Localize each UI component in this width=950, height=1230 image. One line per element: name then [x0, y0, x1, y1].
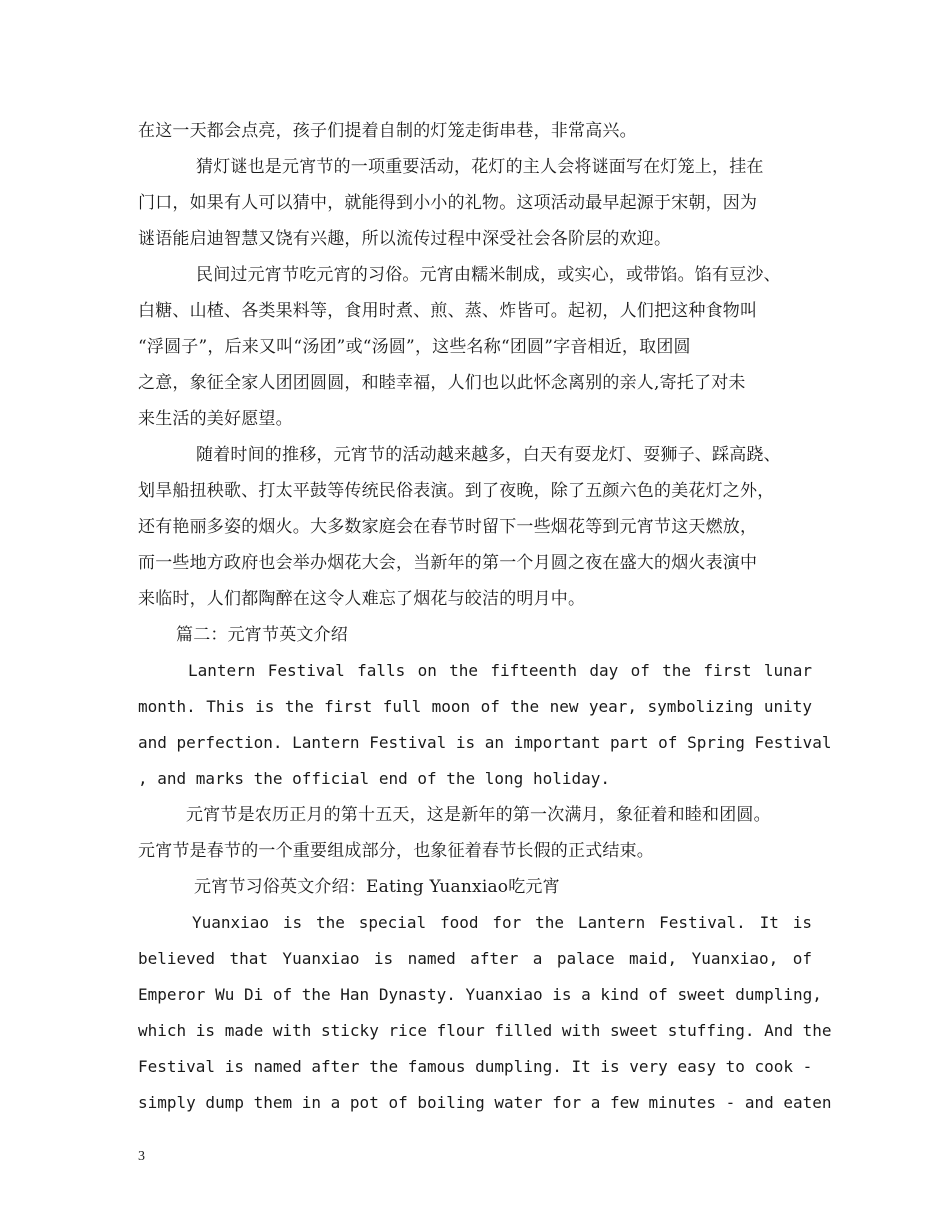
text-line: 民间过元宵节吃元宵的习俗。元宵由糯米制成，或实心，或带馅。馅有豆沙、	[196, 265, 781, 285]
text-line: believed that Yuanxiao is named after a palace maid, Yuanxiao, of	[138, 949, 812, 968]
text-line: 门口，如果有人可以猜中，就能得到小小的礼物。这项活动最早起源于宋朝，因为	[138, 193, 758, 213]
text-line: 元宵节是春节的一个重要组成部分，也象征着春节长假的正式结束。	[138, 841, 654, 861]
page-number: 3	[138, 1149, 145, 1164]
text-line: 划旱船扭秧歌、打太平鼓等传统民俗表演。到了夜晚，除了五颜六色的美花灯之外，	[138, 481, 775, 501]
text-line: 之意，象征全家人团团圆圆，和睦幸福，人们也以此怀念离别的亲人,寄托了对未	[138, 373, 746, 393]
text-line: 来生活的美好愿望。	[138, 409, 293, 429]
text-line: and perfection. Lantern Festival is an important part of Spring Festival	[138, 733, 832, 752]
text-line: 还有艳丽多姿的烟火。大多数家庭会在春节时留下一些烟花等到元宵节这天燃放，	[138, 517, 758, 537]
text-line: Festival is named after the famous dumpling. It is very easy to cook -	[138, 1057, 813, 1076]
text-line: Yuanxiao is the special food for the Lantern Festival. It is	[192, 913, 812, 932]
text-line: 猜灯谜也是元宵节的一项重要活动，花灯的主人会将谜面写在灯笼上，挂在	[196, 157, 764, 177]
section-heading: 篇二：元宵节英文介绍	[176, 625, 348, 645]
text-line: simply dump them in a pot of boiling water for a few minutes - and eaten	[138, 1093, 832, 1112]
text-line: 元宵节是农历正月的第十五天，这是新年的第一次满月，象征着和睦和团圆。	[186, 805, 771, 825]
text-line: , and marks the official end of the long holiday.	[138, 769, 611, 788]
text-line: 白糖、山楂、各类果料等，食用时煮、煎、蒸、炸皆可。起初，人们把这种食物叫	[138, 301, 758, 321]
text-line: month. This is the first full moon of the new year, symbolizing unity	[138, 697, 812, 716]
text-line: 来临时，人们都陶醉在这令人难忘了烟花与皎洁的明月中。	[138, 589, 586, 609]
text-line: “浮圆子”，后来又叫“汤团”或“汤圆”，这些名称“团圆”字音相近，取团圆	[138, 337, 691, 357]
text-line: 谜语能启迪智慧又饶有兴趣，所以流传过程中深受社会各阶层的欢迎。	[138, 229, 672, 249]
subsection-heading: 元宵节习俗英文介绍：Eating Yuanxiao吃元宵	[194, 877, 560, 897]
text-line: 在这一天都会点亮，孩子们提着自制的灯笼走街串巷，非常高兴。	[138, 121, 637, 141]
text-line: Lantern Festival falls on the fifteenth day of the first lunar	[188, 661, 812, 680]
text-line: Emperor Wu Di of the Han Dynasty. Yuanxiao is a kind of sweet dumpling,	[138, 985, 822, 1004]
text-line: which is made with sticky rice flour filled with sweet stuffing. And the	[138, 1021, 832, 1040]
text-line: 而一些地方政府也会举办烟花大会，当新年的第一个月圆之夜在盛大的烟火表演中	[138, 553, 758, 573]
text-line: 随着时间的推移，元宵节的活动越来越多，白天有耍龙灯、耍狮子、踩高跷、	[196, 445, 781, 465]
